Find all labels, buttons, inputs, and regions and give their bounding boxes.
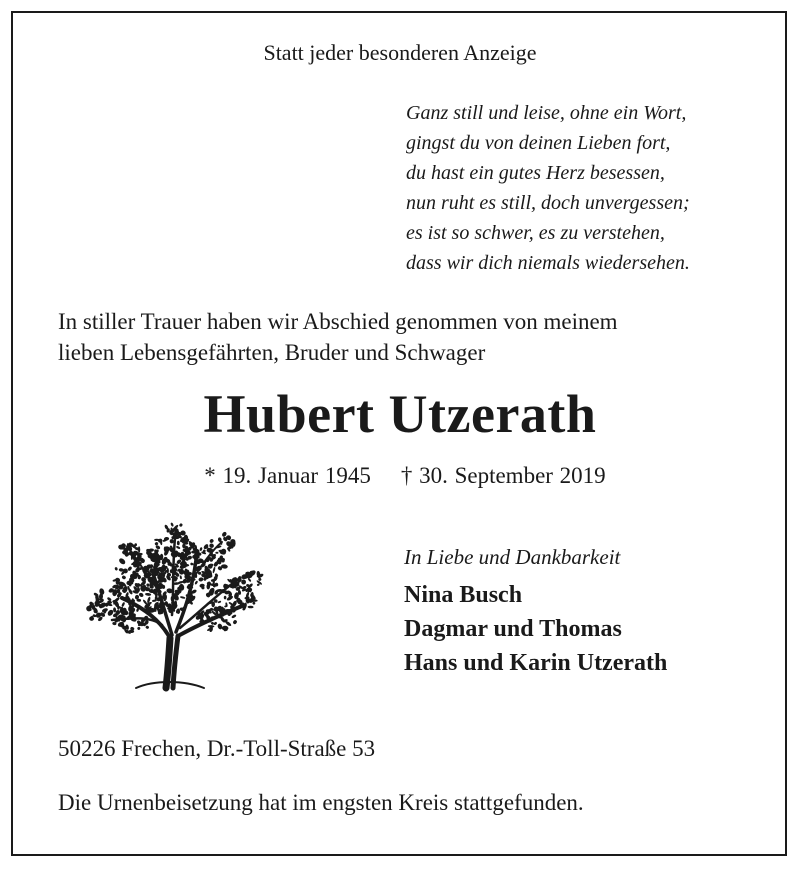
poem-line: Ganz still und leise, ohne ein Wort, <box>406 102 687 124</box>
poem-line: du hast ein gutes Herz besessen, <box>406 162 665 184</box>
mourner-name: Nina Busch <box>404 582 523 608</box>
mourner-name: Dagmar und Thomas <box>404 616 622 642</box>
mourning-intro <box>58 306 618 368</box>
closing-note: Die Urnenbeisetzung hat im engsten Kreis stattgefunden. <box>58 790 584 815</box>
life-dates <box>0 463 800 489</box>
signoff-intro: In Liebe und Dankbarkeit <box>404 545 621 569</box>
tree-icon <box>72 520 272 695</box>
signoff-block <box>404 542 667 680</box>
mourner-name: Hans und Karin Utzerath <box>404 650 668 676</box>
birth-date: * 19. Januar 1945 <box>204 463 371 488</box>
death-date: † 30. September 2019 <box>400 463 606 488</box>
deceased-name: Hubert Utzerath <box>203 384 597 444</box>
intro-line: lieben Lebensgefährten, Bruder und Schwager <box>58 340 486 365</box>
address: 50226 Frechen, Dr.-Toll-Straße 53 <box>58 736 376 761</box>
intro-line: In stiller Trauer haben wir Abschied genommen von meinem <box>58 309 618 334</box>
poem-line: es ist so schwer, es zu verstehen, <box>406 222 665 244</box>
poem-line: gingst du von deinen Lieben fort, <box>406 132 671 154</box>
poem-line: nun ruht es still, doch unvergessen; <box>406 192 690 214</box>
notice-header: Statt jeder besonderen Anzeige <box>263 40 537 65</box>
poem <box>406 98 690 278</box>
poem-line: dass wir dich niemals wiedersehen. <box>406 252 690 274</box>
